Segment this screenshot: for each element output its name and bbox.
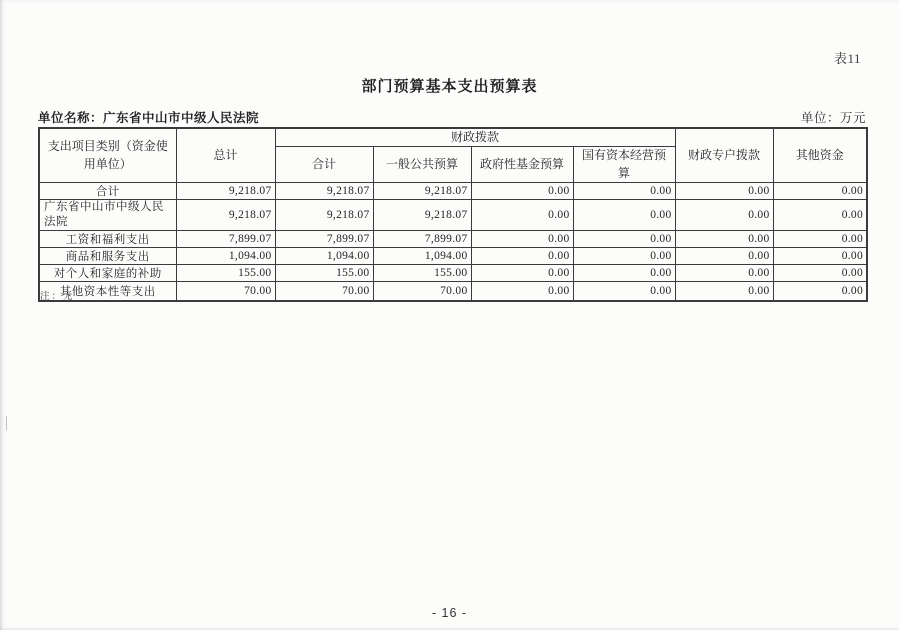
cell-value: 0.00 (773, 200, 867, 231)
cell-value: 1,094.00 (275, 248, 373, 265)
row-label: 合计 (39, 183, 176, 200)
cell-value: 0.00 (675, 282, 773, 301)
cell-value: 0.00 (675, 200, 773, 231)
table-row-other-capital (39, 282, 867, 301)
header-other-funds: 其他资金 (773, 128, 867, 183)
cell-value: 70.00 (176, 282, 275, 301)
cell-value: 0.00 (573, 265, 675, 282)
cell-value: 70.00 (275, 282, 373, 301)
header-general-public-budget: 一般公共预算 (373, 147, 471, 183)
cell-value: 0.00 (773, 282, 867, 301)
cell-value: 1,094.00 (176, 248, 275, 265)
row-label: 工资和福利支出 (39, 231, 176, 248)
cell-value: 0.00 (773, 183, 867, 200)
row-label: 商品和服务支出 (39, 248, 176, 265)
cell-value: 0.00 (573, 231, 675, 248)
cell-value: 9,218.07 (176, 183, 275, 200)
cell-value: 0.00 (471, 265, 573, 282)
cell-value: 7,899.07 (373, 231, 471, 248)
table-row-court (39, 200, 867, 231)
table-corner-label: 表11 (833, 51, 861, 66)
cell-value: 155.00 (373, 265, 471, 282)
table-row-wages-welfare (39, 231, 867, 248)
cell-value: 0.00 (573, 282, 675, 301)
cell-value: 0.00 (471, 231, 573, 248)
meta-row (38, 108, 866, 126)
cell-value: 0.00 (675, 183, 773, 200)
cell-value: 70.00 (373, 282, 471, 301)
scan-edge-artifact (0, 416, 7, 434)
cell-value: 0.00 (573, 248, 675, 265)
cell-value: 0.00 (675, 231, 773, 248)
header-fiscal-allocation: 财政拨款 (275, 128, 675, 147)
cell-value: 0.00 (573, 183, 675, 200)
cell-value: 155.00 (176, 265, 275, 282)
cell-value: 0.00 (675, 248, 773, 265)
cell-value: 0.00 (675, 265, 773, 282)
cell-value: 9,218.07 (176, 200, 275, 231)
cell-value: 0.00 (471, 248, 573, 265)
cell-value: 0.00 (471, 183, 573, 200)
currency-unit-label: 单位：万元 (800, 111, 866, 125)
cell-value: 155.00 (275, 265, 373, 282)
cell-value: 0.00 (471, 282, 573, 301)
row-label: 其他资本性等支出 (39, 282, 176, 301)
cell-value: 0.00 (471, 200, 573, 231)
row-label: 广东省中山市中级人民法院 (39, 200, 176, 231)
header-state-capital-budget: 国有资本经营预算 (573, 147, 675, 183)
cell-value: 7,899.07 (176, 231, 275, 248)
page-number: - 16 - (431, 606, 468, 620)
table-row-individual-family-subsidy (39, 265, 867, 282)
table-row-total (39, 183, 867, 200)
cell-value: 9,218.07 (373, 183, 471, 200)
cell-value: 0.00 (773, 231, 867, 248)
cell-value: 0.00 (773, 265, 867, 282)
cell-value: 9,218.07 (275, 200, 373, 231)
table-row-goods-services (39, 248, 867, 265)
cell-value: 9,218.07 (275, 183, 373, 200)
document-title: 部门预算基本支出预算表 (361, 79, 538, 95)
header-category: 支出项目类别（资金使用单位） (39, 128, 176, 183)
unit-name-label: 单位名称：广东省中山市中级人民法院 (38, 111, 260, 125)
header-fiscal-subtotal: 合计 (275, 147, 373, 183)
cell-value: 7,899.07 (275, 231, 373, 248)
cell-value: 1,094.00 (373, 248, 471, 265)
cell-value: 0.00 (773, 248, 867, 265)
header-total: 总计 (176, 128, 275, 183)
budget-table (38, 127, 868, 302)
header-government-fund-budget: 政府性基金预算 (471, 147, 573, 183)
cell-value: 9,218.07 (373, 200, 471, 231)
cell-value: 0.00 (573, 200, 675, 231)
row-label: 对个人和家庭的补助 (39, 265, 176, 282)
footnote: 注：无 (40, 292, 75, 302)
header-special-account: 财政专户拨款 (675, 128, 773, 183)
